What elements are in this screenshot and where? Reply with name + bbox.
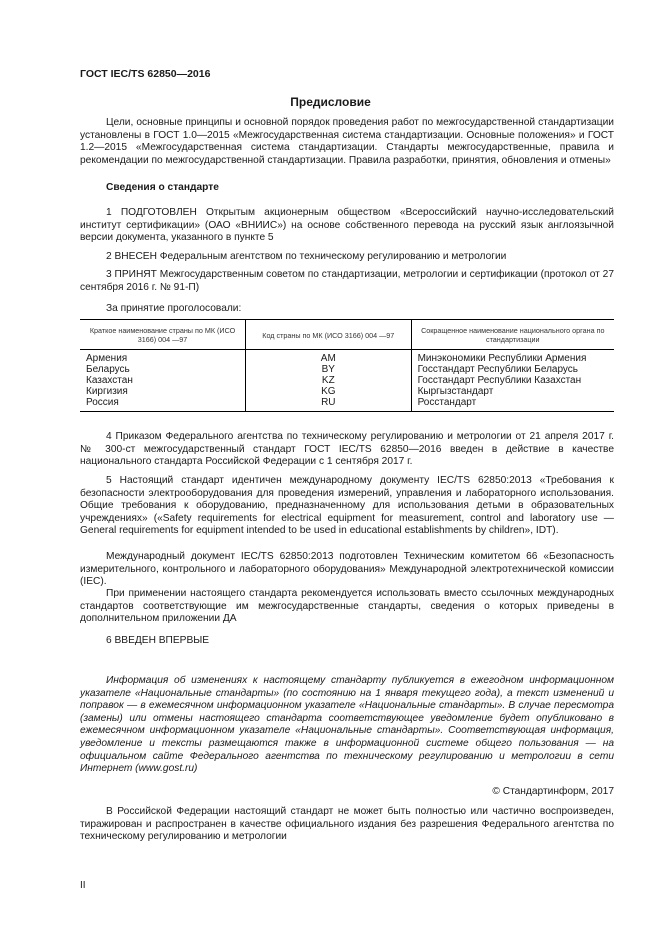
item-2: 2 ВНЕСЕН Федеральным агентством по техническому регулированию и метрологии bbox=[106, 251, 507, 262]
body-cell: Минэкономики Республики Армения Госстандарт Республики Беларусь Госстандарт Республики Казахстан Кыргызстандарт Росстандарт bbox=[411, 350, 614, 412]
final-paragraph: В Российской Федерации настоящий стандарт не может быть полностью или частично воспроизведен, тиражирован и распространен в качестве официального издания без разрешения Федерального агентства по техническому регулированию и метрологии bbox=[80, 806, 614, 843]
intro-paragraph: Цели, основные принципы и основной порядок проведения работ по межгосударственной стандартизации установлены в ГОСТ 1.0—2015 «Межгосударственная система стандартизации. Основные положения» и ГОСТ 1.2—2015 «Межгосударственная система стандартизации. Стандарты межгосударственные, правила и рекомендации по межгосударственной стандартизации. Правила разработки, принятия, обновления и отмены» bbox=[80, 117, 614, 166]
page-number: II bbox=[80, 880, 86, 891]
table-header-code: Код страны по МК (ИСО 3166) 004 —97 bbox=[246, 320, 412, 350]
table-header-body: Сокращенное наименование национального органа по стандартизации bbox=[411, 320, 614, 350]
copyright: © Стандартинформ, 2017 bbox=[492, 786, 614, 797]
item-1: 1 ПОДГОТОВЛЕН Открытым акционерным обществом «Всероссийский научно-исследовательский институт сертификации» (ОАО «ВНИИС») на основе собственного перевода на русский язык англоязычной версии документа, указанного в пункте 5 bbox=[80, 207, 614, 244]
item-5: 5 Настоящий стандарт идентичен международному документу IEC/TS 62850:2013 «Требования к безопасности электрооборудования для проведения измерений, управления и лабораторного использования. Общие требования к оборудованию, предназначенному для использования детьми в образовательных учреждениях» («Safety requirements for electrical equipment for measurement, control and laboratory use — General requirements for equipment intended to be used in educational establishments by children», IDT). bbox=[80, 475, 614, 537]
item-4: 4 Приказом Федерального агентства по техническому регулированию и метрологии от 21 апреля 2017 г. № 300-ст межгосударственный стандарт ГОСТ IEC/TS 62850—2016 введен в действие в качестве национального стандарта Российской Федерации с 1 сентября 2017 г. bbox=[80, 431, 614, 468]
item-6: 6 ВВЕДЕН ВПЕРВЫЕ bbox=[106, 635, 210, 646]
table-header-row bbox=[80, 320, 614, 350]
item-5-recommendation: При применении настоящего стандарта рекомендуется использовать вместо ссылочных международных стандартов соответствующие им межгосударственные стандарты, сведения о которых приведены в дополнительном приложении ДА bbox=[80, 588, 614, 625]
code-cell: AM BY KZ KG RU bbox=[246, 350, 412, 412]
page-title: Предисловие bbox=[290, 95, 371, 109]
document-header: ГОСТ IEC/TS 62850—2016 bbox=[80, 68, 211, 80]
notice-paragraph: Информация об изменениях к настоящему стандарту публикуется в ежегодном информационном указателе «Национальные стандарты» (по состоянию на 1 января текущего года), а текст изменений и поправок — в ежемесячном информационном указателе «Национальные стандарты». В случае пересмотра (замены) или отмены настоящего стандарта соответствующее уведомление будет опубликовано в ежемесячном информационном указателе «Национальные стандарты». Соответствующая информация, уведомление и тексты размещаются также в информационной системе общего пользования — на официальном сайте Федерального агентства по техническому регулированию и метрологии в сети Интернет (www.gost.ru) bbox=[80, 675, 614, 775]
voting-table bbox=[80, 319, 614, 412]
table-row bbox=[80, 350, 614, 412]
table-header-country: Краткое наименование страны по МК (ИСО 3166) 004 —97 bbox=[80, 320, 246, 350]
voted-label: За принятие проголосовали: bbox=[106, 303, 242, 314]
info-heading: Сведения о стандарте bbox=[106, 182, 219, 193]
item-3: 3 ПРИНЯТ Межгосударственным советом по стандартизации, метрологии и сертификации (протокол от 27 сентября 2016 г. № 91-П) bbox=[80, 269, 614, 293]
item-5-note: Международный документ IEC/TS 62850:2013 подготовлен Техническим комитетом 66 «Безопасность измерительного, контрольного и лабораторного оборудования» Международной электротехнической комиссии (IEC). bbox=[80, 551, 614, 588]
country-cell: Армения Беларусь Казахстан Киргизия Россия bbox=[80, 350, 246, 412]
